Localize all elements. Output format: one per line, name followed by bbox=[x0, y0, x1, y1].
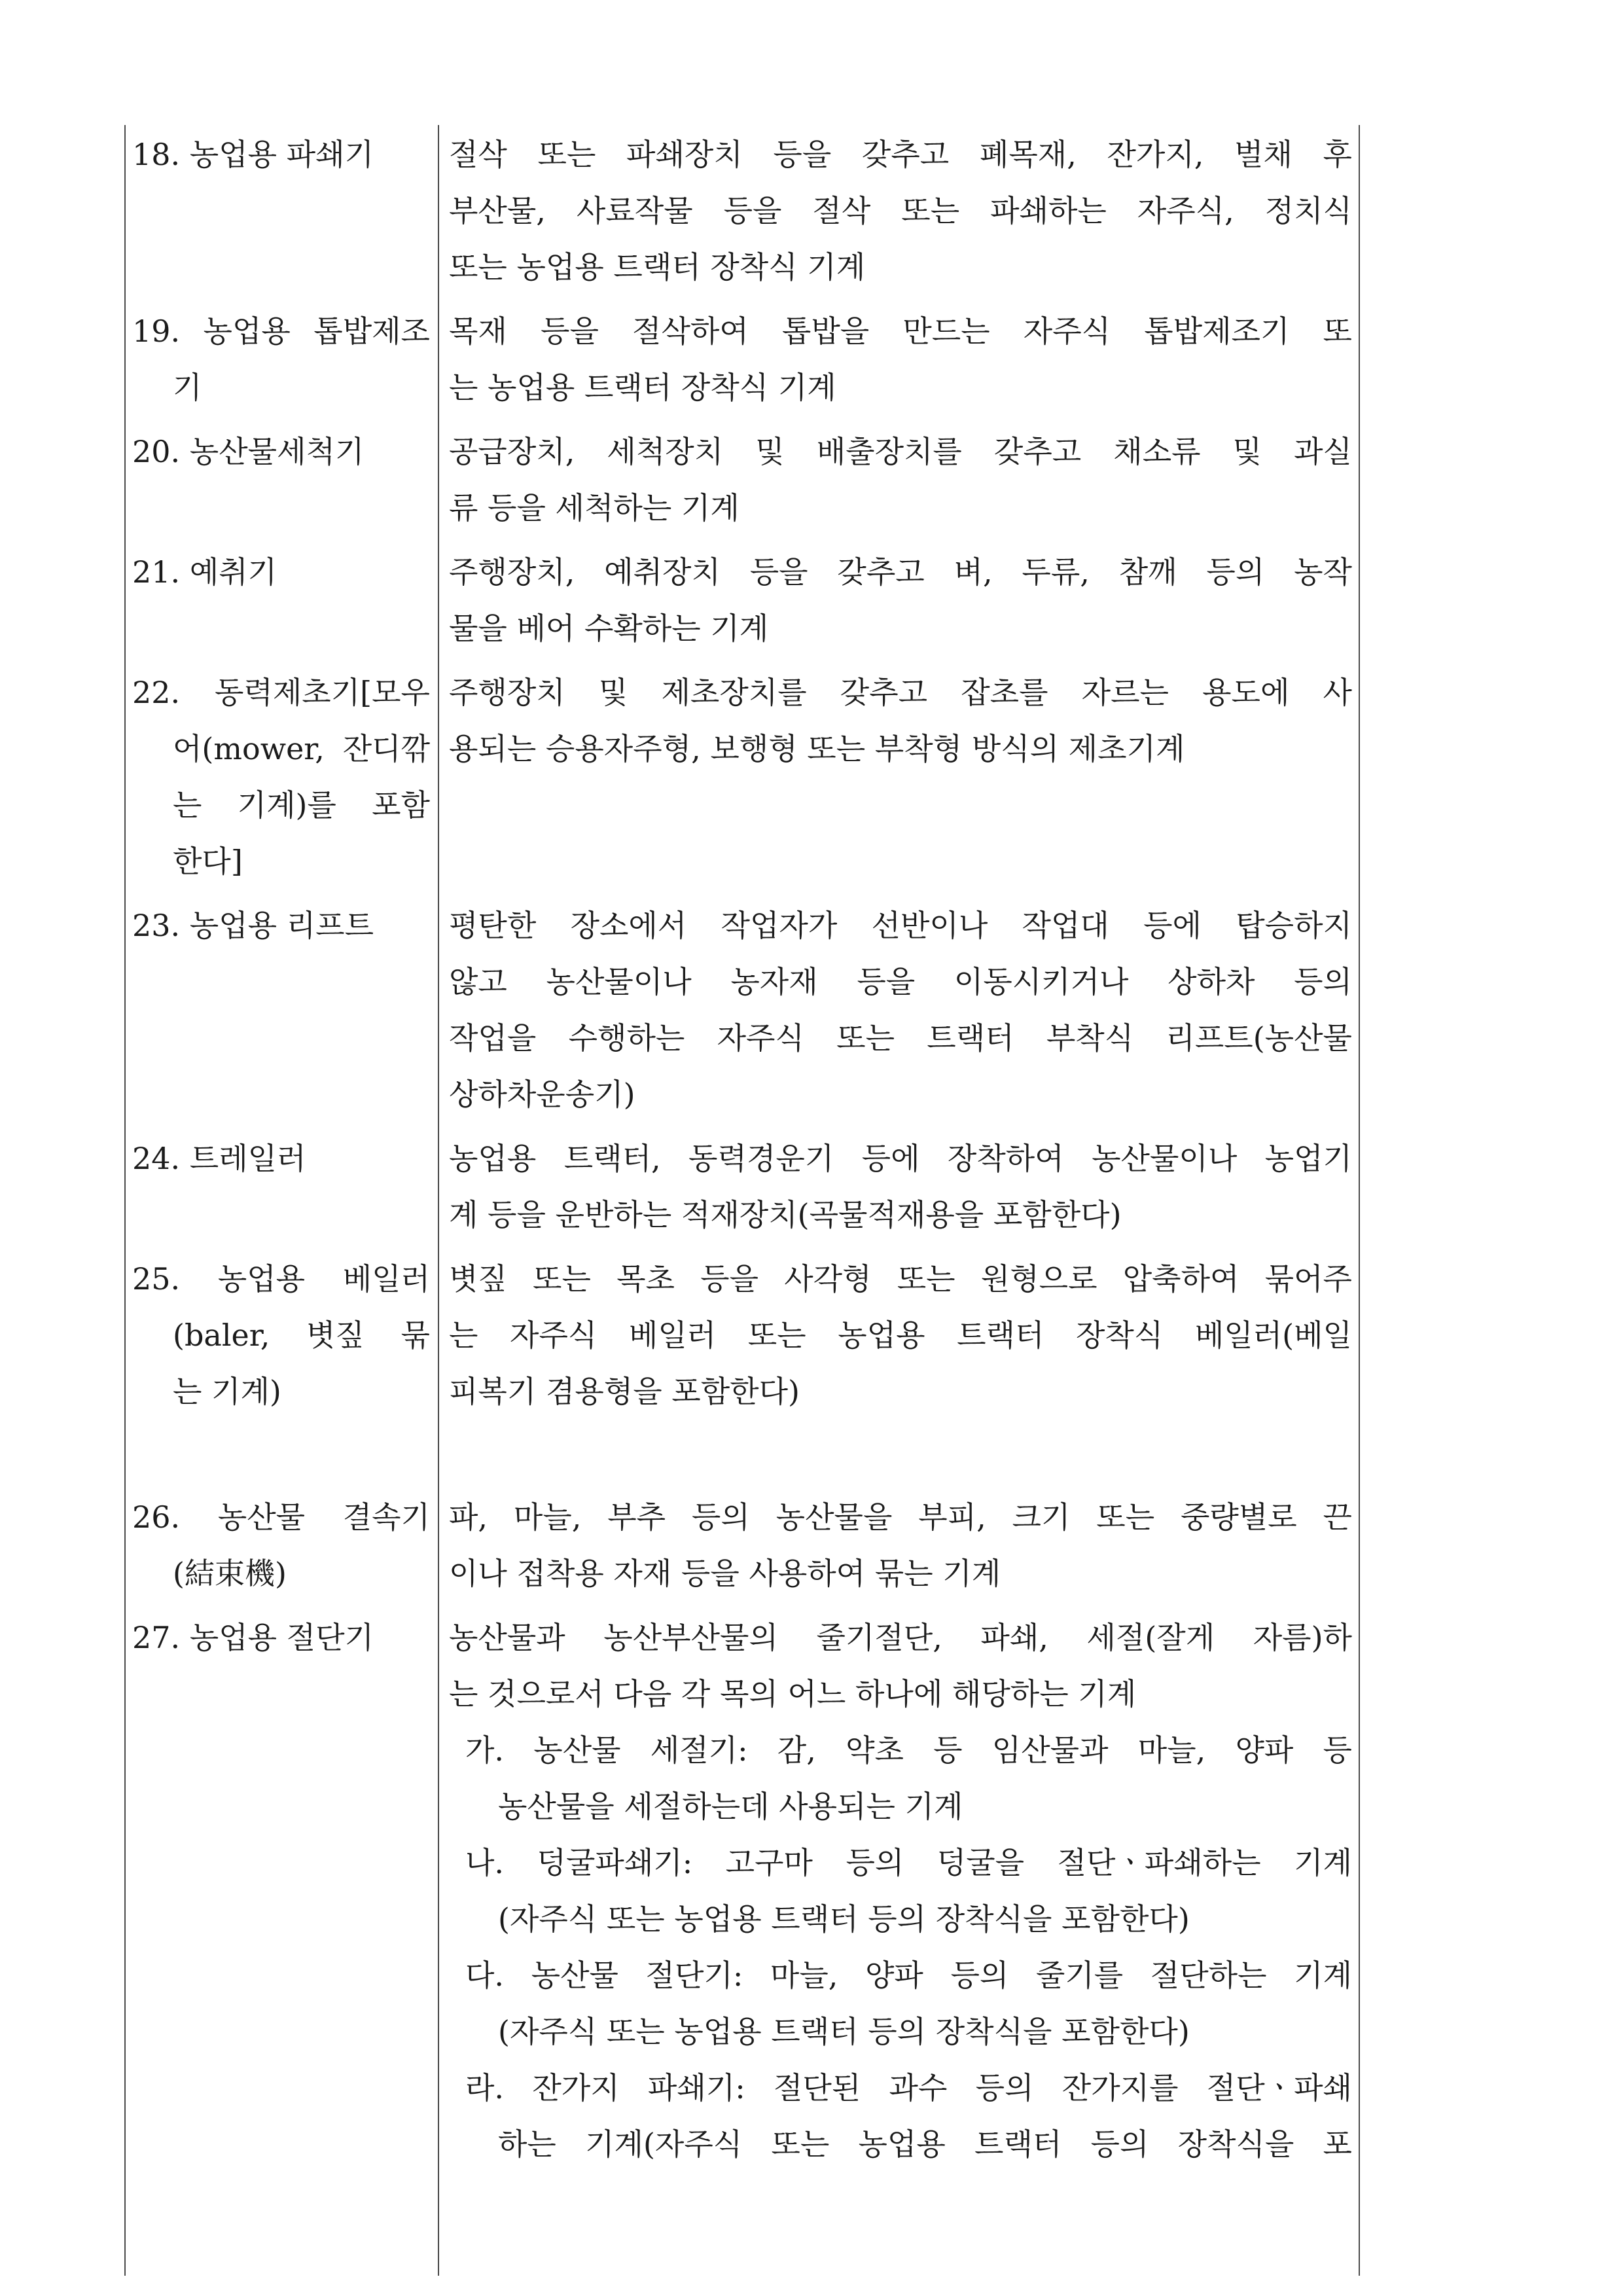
text-line: 공급장치, 세척장치 및 배출장치를 갖추고 채소류 및 과실 bbox=[449, 434, 1352, 469]
table-row bbox=[125, 897, 1359, 1130]
table-row bbox=[125, 303, 1359, 423]
sub-item-da bbox=[449, 1947, 1352, 2060]
machine-description-cell bbox=[438, 664, 1359, 889]
machine-description-cell bbox=[438, 126, 1359, 295]
machine-description-cell bbox=[438, 1251, 1359, 1420]
text-line: 농산물과 농산부산물의 줄기절단, 파쇄, 세절(잘게 자름)하 bbox=[449, 1620, 1352, 1655]
sub-item-na bbox=[449, 1835, 1352, 1947]
text-line: 주행장치, 예취장치 등을 갖추고 벼, 두류, 참깨 등의 농작 bbox=[449, 554, 1352, 590]
machine-name-cell bbox=[125, 664, 438, 889]
table-row bbox=[125, 126, 1359, 303]
machine-name-cell bbox=[125, 1609, 438, 2172]
text-line: 는 것으로서 다음 각 목의 어느 하나에 해당하는 기계 bbox=[449, 1676, 1137, 1712]
text-line: 계 등을 운반하는 적재장치(곡물적재용을 포함한다) bbox=[449, 1197, 1122, 1232]
machine-name-cell bbox=[125, 1251, 438, 1420]
table-row bbox=[125, 1130, 1359, 1251]
table-row bbox=[125, 1489, 1359, 1609]
text-line: 나. 덩굴파쇄기: 고구마 등의 덩굴을 절단ㆍ파쇄하는 기계 bbox=[465, 1845, 1352, 1880]
text-line: 부산물, 사료작물 등을 절삭 또는 파쇄하는 자주식, 정치식 bbox=[449, 193, 1352, 228]
machine-description-cell bbox=[438, 544, 1359, 656]
text-line: 용되는 승용자주형, 보행형 또는 부착형 방식의 제초기계 bbox=[449, 731, 1185, 766]
text-line: 24. 트레일러 bbox=[132, 1141, 306, 1176]
text-line: 18. 농업용 파쇄기 bbox=[132, 137, 374, 172]
text-line: 이나 접착용 자재 등을 사용하여 묶는 기계 bbox=[449, 1556, 1001, 1591]
text-line: 평탄한 장소에서 작업자가 선반이나 작업대 등에 탑승하지 bbox=[449, 908, 1352, 943]
text-line: 또는 농업용 트랙터 장착식 기계 bbox=[449, 249, 866, 285]
machine-name-cell bbox=[125, 1130, 438, 1243]
text-line: 는 기계) bbox=[173, 1374, 281, 1409]
text-line: 농산물을 세절하는데 사용되는 기계 bbox=[498, 1789, 963, 1824]
text-line: 23. 농업용 리프트 bbox=[132, 908, 374, 943]
machine-description-cell bbox=[438, 423, 1359, 536]
text-line: 않고 농산물이나 농자재 등을 이동시키거나 상하차 등의 bbox=[449, 964, 1352, 999]
text-line: 류 등을 세척하는 기계 bbox=[449, 490, 740, 526]
machine-description-cell bbox=[438, 303, 1359, 416]
text-line: (자주식 또는 농업용 트랙터 등의 장착식을 포함한다) bbox=[498, 1901, 1190, 1937]
text-line: 25. 농업용 베일러 bbox=[132, 1261, 430, 1297]
machine-description-cell bbox=[438, 1609, 1359, 2172]
machinery-definition-table bbox=[125, 126, 1359, 2180]
text-line: 한다] bbox=[173, 844, 243, 879]
table-row bbox=[125, 423, 1359, 544]
machine-name-cell bbox=[125, 1489, 438, 1602]
table-row bbox=[125, 544, 1359, 664]
sub-item-ga bbox=[449, 1722, 1352, 1835]
machine-name-cell bbox=[125, 423, 438, 536]
text-line: 상하차운송기) bbox=[449, 1077, 635, 1112]
text-line: 20. 농산물세척기 bbox=[132, 434, 365, 469]
text-line: 볏짚 또는 목초 등을 사각형 또는 원형으로 압축하여 묶어주 bbox=[449, 1261, 1352, 1297]
text-line: 농업용 트랙터, 동력경운기 등에 장착하여 농산물이나 농업기 bbox=[449, 1141, 1352, 1176]
text-line: 26. 농산물 결속기 bbox=[132, 1499, 430, 1535]
sub-item-ra bbox=[449, 2060, 1352, 2172]
text-line: 어(mower, 잔디깎 bbox=[173, 731, 430, 766]
text-line: 는 자주식 베일러 또는 농업용 트랙터 장착식 베일러(베일 bbox=[449, 1318, 1352, 1353]
machine-description-cell bbox=[438, 897, 1359, 1122]
machine-name-cell bbox=[125, 303, 438, 416]
text-line: (baler, 볏짚 묶 bbox=[173, 1318, 430, 1353]
table-row bbox=[125, 1251, 1359, 1489]
machine-description-cell bbox=[438, 1489, 1359, 1602]
text-line: 절삭 또는 파쇄장치 등을 갖추고 폐목재, 잔가지, 벌채 후 bbox=[449, 137, 1352, 172]
text-line: 기 bbox=[173, 370, 202, 405]
text-line: 피복기 겸용형을 포함한다) bbox=[449, 1374, 800, 1409]
text-line: 물을 베어 수확하는 기계 bbox=[449, 611, 769, 646]
text-line: 22. 동력제초기[모우 bbox=[132, 675, 430, 710]
table-row bbox=[125, 1609, 1359, 2180]
machine-description-cell bbox=[438, 1130, 1359, 1243]
text-line: 파, 마늘, 부추 등의 농산물을 부피, 크기 또는 중량별로 끈 bbox=[449, 1499, 1352, 1535]
text-line: (자주식 또는 농업용 트랙터 등의 장착식을 포함한다) bbox=[498, 2014, 1190, 2049]
table-row bbox=[125, 664, 1359, 897]
text-line: 다. 농산물 절단기: 마늘, 양파 등의 줄기를 절단하는 기계 bbox=[465, 1958, 1352, 1993]
text-line: 21. 예취기 bbox=[132, 554, 277, 590]
text-line: 는 농업용 트랙터 장착식 기계 bbox=[449, 370, 836, 405]
text-line: 27. 농업용 절단기 bbox=[132, 1620, 374, 1655]
text-line: 작업을 수행하는 자주식 또는 트랙터 부착식 리프트(농산물 bbox=[449, 1020, 1352, 1056]
text-line: 목재 등을 절삭하여 톱밥을 만드는 자주식 톱밥제조기 또 bbox=[449, 314, 1352, 349]
text-line: 주행장치 및 제초장치를 갖추고 잡초를 자르는 용도에 사 bbox=[449, 675, 1352, 710]
text-line: 19. 농업용 톱밥제조 bbox=[132, 314, 430, 349]
machine-name-cell bbox=[125, 126, 438, 295]
machine-name-cell bbox=[125, 897, 438, 1122]
machine-name-cell bbox=[125, 544, 438, 656]
text-line: (結束機) bbox=[173, 1556, 287, 1591]
text-line: 가. 농산물 세절기: 감, 약초 등 임산물과 마늘, 양파 등 bbox=[465, 1732, 1352, 1768]
text-line: 하는 기계(자주식 또는 농업용 트랙터 등의 장착식을 포 bbox=[498, 2126, 1352, 2162]
text-line: 는 기계)를 포함 bbox=[173, 787, 430, 823]
text-line: 라. 잔가지 파쇄기: 절단된 과수 등의 잔가지를 절단ㆍ파쇄 bbox=[465, 2070, 1352, 2106]
